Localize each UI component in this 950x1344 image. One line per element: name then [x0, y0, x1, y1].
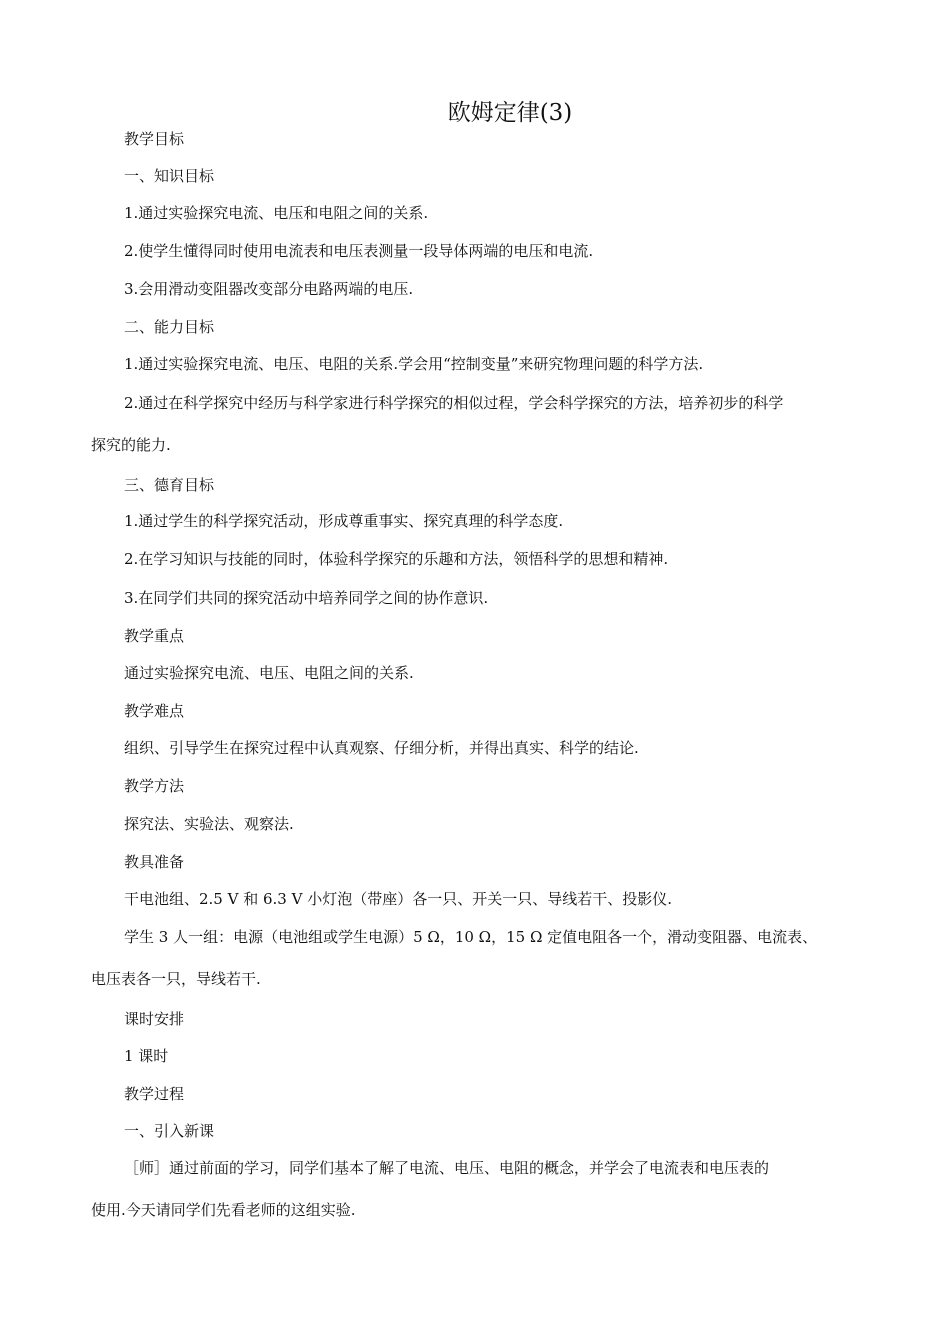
paragraph: ［师］通过前面的学习，同学们基本了解了电流、电压、电阻的概念，并学会了电流表和电压表的 — [124, 1159, 770, 1177]
paragraph: 3.在同学们共同的探究活动中培养同学之间的协作意识. — [124, 589, 489, 607]
subheading-ability-goals: 二、能力目标 — [124, 318, 215, 336]
paragraph: 学生 3 人一组：电源（电池组或学生电源）5 Ω，10 Ω，15 Ω 定值电阻各一个，滑动变阻器、电流表、 — [124, 928, 818, 946]
heading-teaching-goals: 教学目标 — [124, 130, 185, 148]
paragraph-continuation: 使用.今天请同学们先看老师的这组实验. — [91, 1201, 356, 1219]
subheading-moral-goals: 三、德育目标 — [124, 476, 215, 494]
paragraph: 2.在学习知识与技能的同时，体验科学探究的乐趣和方法，领悟科学的思想和精神. — [124, 550, 669, 568]
paragraph: 2.通过在科学探究中经历与科学家进行科学探究的相似过程，学会科学探究的方法，培养初步的科学 — [124, 394, 784, 412]
paragraph-continuation: 电压表各一只，导线若干. — [91, 970, 261, 988]
paragraph: 1.通过实验探究电流、电压、电阻的关系.学会用“控制变量”来研究物理问题的科学方法. — [124, 355, 704, 373]
paragraph: 通过实验探究电流、电压、电阻之间的关系. — [124, 664, 414, 682]
subheading-introduction: 一、引入新课 — [124, 1122, 215, 1140]
paragraph: 1.通过实验探究电流、电压和电阻之间的关系. — [124, 204, 429, 222]
heading-materials: 教具准备 — [124, 853, 185, 871]
paragraph: 2.使学生懂得同时使用电流表和电压表测量一段导体两端的电压和电流. — [124, 242, 594, 260]
paragraph: 1 课时 — [124, 1047, 169, 1065]
paragraph: 3.会用滑动变阻器改变部分电路两端的电压. — [124, 280, 414, 298]
paragraph: 组织、引导学生在探究过程中认真观察、仔细分析，并得出真实、科学的结论. — [124, 739, 639, 757]
heading-difficulties: 教学难点 — [124, 702, 185, 720]
heading-schedule: 课时安排 — [124, 1010, 185, 1028]
heading-process: 教学过程 — [124, 1085, 185, 1103]
paragraph: 探究法、实验法、观察法. — [124, 815, 294, 833]
subheading-knowledge-goals: 一、知识目标 — [124, 167, 215, 185]
page-title: 欧姆定律(3) — [447, 100, 573, 126]
paragraph: 干电池组、2.5 V 和 6.3 V 小灯泡（带座）各一只、开关一只、导线若干、投影仪. — [124, 890, 672, 908]
heading-key-points: 教学重点 — [124, 627, 185, 645]
paragraph-continuation: 探究的能力. — [91, 436, 171, 454]
paragraph: 1.通过学生的科学探究活动，形成尊重事实、探究真理的科学态度. — [124, 512, 564, 530]
heading-methods: 教学方法 — [124, 777, 185, 795]
